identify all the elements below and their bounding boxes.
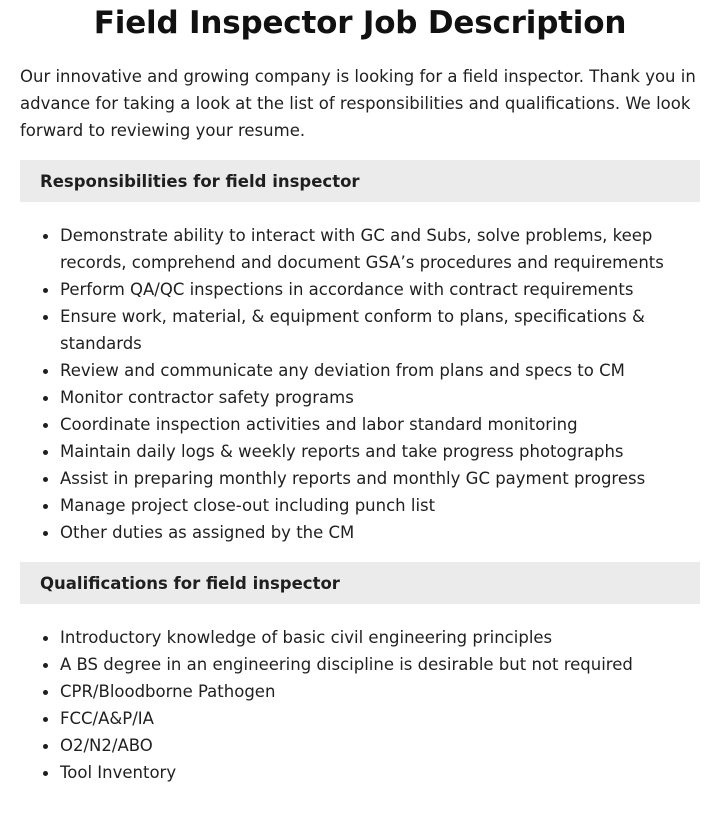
list-item: Coordinate inspection activities and labor standard monitoring	[60, 411, 700, 438]
qualifications-heading	[20, 562, 700, 604]
list-item: CPR/Bloodborne Pathogen	[60, 678, 700, 705]
qualifications-heading-text: Qualifications for field inspector	[40, 573, 340, 593]
list-item: O2/N2/ABO	[60, 732, 700, 759]
responsibilities-heading	[20, 160, 700, 202]
list-item: Review and communicate any deviation from plans and specs to CM	[60, 357, 700, 384]
list-item: A BS degree in an engineering discipline is desirable but not required	[60, 651, 700, 678]
list-item: Demonstrate ability to interact with GC and Subs, solve problems, keep records, comprehend and document GSA’s procedures and requirements	[60, 222, 700, 276]
list-item: Tool Inventory	[60, 759, 700, 786]
list-item: Ensure work, material, & equipment conform to plans, specifications & standards	[60, 303, 700, 357]
intro-paragraph: Our innovative and growing company is looking for a field inspector. Thank you in advance for taking a look at the list of responsibilities and qualifications. We look forward to reviewing your resume.	[20, 67, 696, 140]
list-item: Other duties as assigned by the CM	[60, 519, 700, 546]
list-item: Assist in preparing monthly reports and monthly GC payment progress	[60, 465, 700, 492]
list-item: Manage project close-out including punch list	[60, 492, 700, 519]
list-item: Introductory knowledge of basic civil engineering principles	[60, 624, 700, 651]
list-item: FCC/A&P/IA	[60, 705, 700, 732]
list-item: Perform QA/QC inspections in accordance with contract requirements	[60, 276, 700, 303]
list-item: Monitor contractor safety programs	[60, 384, 700, 411]
responsibilities-list	[20, 222, 700, 546]
page-title: Field Inspector Job Description	[93, 5, 627, 41]
responsibilities-heading-text: Responsibilities for field inspector	[40, 171, 360, 191]
qualifications-list	[20, 624, 700, 786]
list-item: Maintain daily logs & weekly reports and take progress photographs	[60, 438, 700, 465]
